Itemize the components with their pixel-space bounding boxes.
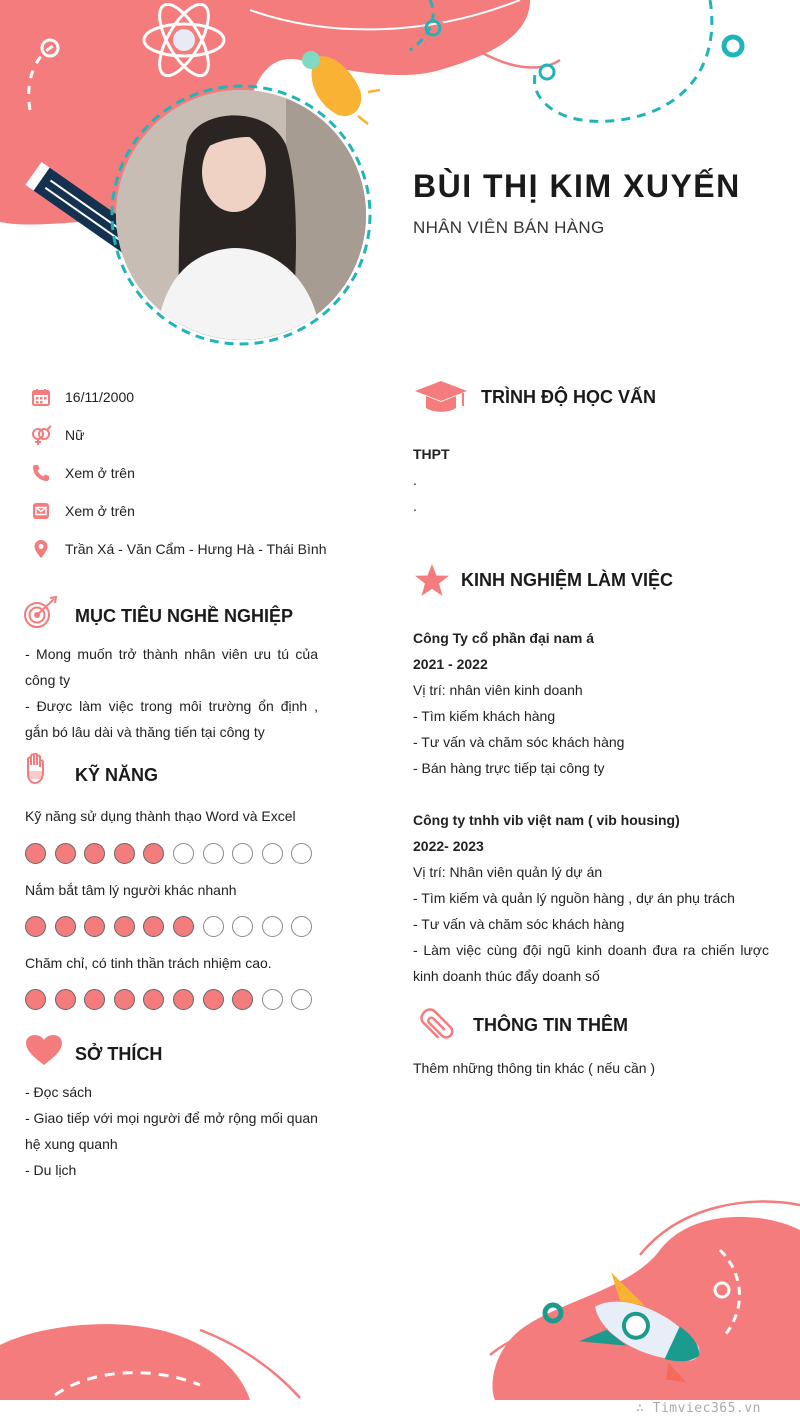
rating-dot-filled (173, 916, 194, 937)
objective-line: - Mong muốn trở thành nhân viên ưu tú của công ty (25, 646, 318, 688)
graduation-cap-icon (413, 380, 469, 414)
job-entry (413, 807, 769, 989)
star-icon (414, 563, 450, 598)
education-title: TRÌNH ĐỘ HỌC VẤN (481, 387, 656, 407)
objective-line: - Được làm việc trong môi trường ổn định , gắn bó lâu dài và thăng tiến tại công ty (25, 698, 318, 740)
rating-dot-filled (84, 843, 105, 864)
job-duty: - Tư vấn và chăm sóc khách hàng (413, 916, 625, 932)
skill-name: Kỹ năng sử dụng thành thạo Word và Excel (25, 808, 296, 824)
hand-icon (24, 753, 48, 787)
job-duty: - Bán hàng trực tiếp tại công ty (413, 760, 605, 776)
heart-icon (25, 1034, 63, 1066)
rating-dot-empty (203, 843, 224, 864)
watermark: ∴ Timviec365.vn (636, 1401, 761, 1416)
hobby-item: - Đọc sách (25, 1084, 92, 1100)
rating-dot-filled (203, 989, 224, 1010)
info-text: 16/11/2000 (65, 389, 135, 405)
skill-rating (25, 843, 312, 864)
job-position: Vị trí: nhân viên kinh doanh (413, 682, 583, 698)
gender-icon (30, 424, 52, 446)
job-company: Công ty tnhh vib việt nam ( vib housing) (413, 812, 680, 828)
objective-text (25, 641, 318, 745)
skill-name: Chăm chỉ, có tinh thần trách nhiệm cao. (25, 955, 272, 971)
extra-text: Thêm những thông tin khác ( nếu cần ) (413, 1060, 656, 1076)
phone-icon (30, 462, 52, 484)
info-phone (30, 460, 135, 486)
job-position: Vị trí: Nhân viên quản lý dự án (413, 864, 603, 880)
rating-dot-filled (55, 989, 76, 1010)
rating-dot-empty (262, 843, 283, 864)
job-duty: - Làm việc cùng đội ngũ kinh doanh đưa ra chiến lược kinh doanh thúc đẩy doanh số (413, 942, 769, 984)
candidate-name: BÙI THỊ KIM XUYẾN (413, 168, 741, 204)
rating-dot-empty (173, 843, 194, 864)
rating-dot-filled (173, 989, 194, 1010)
paperclip-icon (415, 1004, 459, 1046)
job-entry (413, 625, 769, 781)
info-email (30, 498, 135, 524)
rating-dot-filled (114, 843, 135, 864)
rating-dot-filled (84, 916, 105, 937)
rating-dot-filled (25, 989, 46, 1010)
rating-dot-empty (232, 843, 253, 864)
rating-dot-empty (291, 916, 312, 937)
target-icon (22, 596, 58, 630)
info-text: Xem ở trên (65, 503, 135, 519)
email-icon (30, 500, 52, 522)
avatar (108, 82, 374, 348)
extra-title: THÔNG TIN THÊM (473, 1015, 628, 1035)
rating-dot-filled (143, 916, 164, 937)
job-period: 2022- 2023 (413, 838, 484, 854)
rating-dot-filled (55, 916, 76, 937)
info-text: Nữ (65, 427, 85, 443)
job-duty: - Tìm kiếm khách hàng (413, 708, 556, 724)
info-text: Xem ở trên (65, 465, 135, 481)
info-gender (30, 422, 84, 448)
calendar-icon (30, 386, 52, 408)
rating-dot-empty (232, 916, 253, 937)
rating-dot-filled (84, 989, 105, 1010)
skill-rating (25, 989, 312, 1010)
rating-dot-empty (262, 916, 283, 937)
rating-dot-filled (114, 916, 135, 937)
person-silhouette (116, 90, 366, 340)
rating-dot-empty (291, 989, 312, 1010)
rating-dot-empty (291, 843, 312, 864)
objective-title: MỤC TIÊU NGHỀ NGHIỆP (75, 606, 294, 626)
experience-title: KINH NGHIỆM LÀM VIỆC (461, 570, 674, 590)
profile-photo (116, 90, 366, 340)
education-line: . (413, 472, 417, 488)
rating-dot-empty (262, 989, 283, 1010)
rating-dot-filled (114, 989, 135, 1010)
education-line: . (413, 498, 417, 514)
skill-rating (25, 916, 312, 937)
rating-dot-filled (55, 843, 76, 864)
job-company: Công Ty cổ phần đại nam á (413, 630, 594, 646)
hobbies-text (25, 1079, 325, 1183)
rating-dot-filled (143, 989, 164, 1010)
location-icon (30, 538, 52, 560)
candidate-role: NHÂN VIÊN BÁN HÀNG (413, 218, 605, 237)
skill-name: Nắm bắt tâm lý người khác nhanh (25, 882, 237, 898)
info-birthdate (30, 384, 134, 410)
info-text: Trần Xá - Văn Cẩm - Hưng Hà - Thái Bình (65, 541, 327, 557)
education-school: THPT (413, 446, 450, 462)
job-duty: - Tư vấn và chăm sóc khách hàng (413, 734, 625, 750)
rating-dot-filled (232, 989, 253, 1010)
info-address (30, 536, 326, 562)
hobby-item: - Du lịch (25, 1162, 77, 1178)
job-period: 2021 - 2022 (413, 656, 488, 672)
rating-dot-filled (25, 843, 46, 864)
hobbies-title: SỞ THÍCH (75, 1044, 163, 1064)
teal-ring (724, 37, 742, 55)
hobby-item: - Giao tiếp với mọi người để mở rộng mối quan hệ xung quanh (25, 1110, 318, 1152)
rating-dot-empty (203, 916, 224, 937)
rating-dot-filled (143, 843, 164, 864)
job-duty: - Tìm kiếm và quản lý nguồn hàng , dự án phụ trách (413, 890, 735, 906)
rating-dot-filled (25, 916, 46, 937)
skills-title: KỸ NĂNG (75, 765, 159, 785)
